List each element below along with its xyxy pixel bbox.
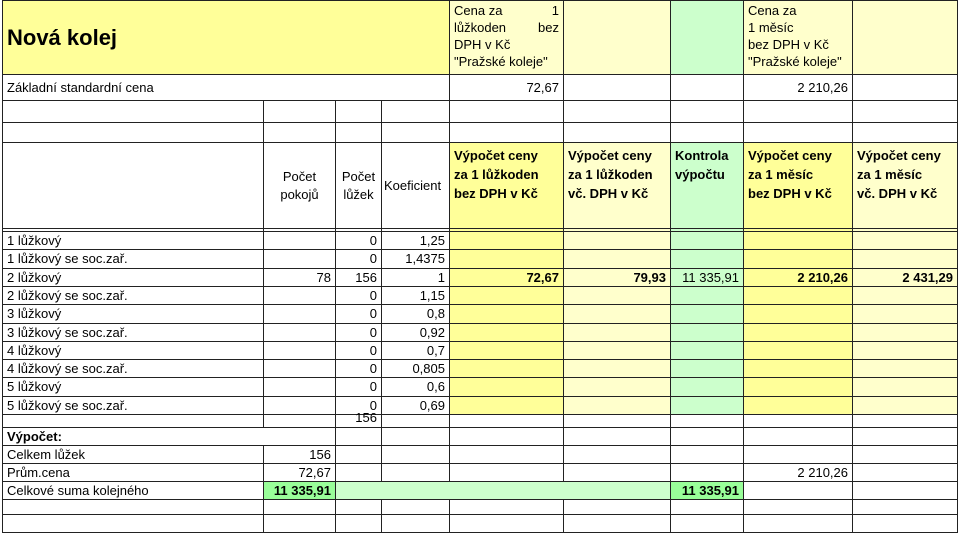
header-rooms[interactable] <box>264 143 336 229</box>
row-type[interactable]: 5 lůžkový <box>2 378 264 397</box>
row-price-month-nodph[interactable] <box>744 342 853 360</box>
empty-cell[interactable] <box>853 101 958 123</box>
empty-cell[interactable] <box>744 500 853 515</box>
row-coef[interactable]: 1,25 <box>382 232 450 250</box>
empty-cell[interactable] <box>671 515 744 533</box>
empty-cell[interactable] <box>336 464 382 482</box>
header-rooms-line: Počet <box>282 168 317 184</box>
empty-cell[interactable] <box>264 101 336 123</box>
row-beds[interactable]: 0 <box>336 250 382 269</box>
header-calc-bed-nodph-line: bez DPH v Kč <box>454 186 538 201</box>
row-price-bed-nodph[interactable] <box>450 250 564 269</box>
row-price-month-dph[interactable]: 2 431,29 <box>853 269 958 287</box>
row-beds[interactable]: 0 <box>336 287 382 305</box>
total-cell[interactable] <box>744 409 853 428</box>
row-type[interactable]: 1 lůžkový se soc.zař. <box>2 250 264 269</box>
header-calc-bed-dph-line: za 1 lůžkoden <box>568 167 653 182</box>
row-type[interactable]: 4 lůžkový <box>2 342 264 360</box>
row-type[interactable]: 3 lůžkový se soc.zař. <box>2 324 264 342</box>
row-check[interactable] <box>671 305 744 324</box>
row-rooms[interactable] <box>264 342 336 360</box>
header-month-price-line: Cena za <box>748 3 797 18</box>
header-calc-bed-nodph[interactable] <box>450 143 564 229</box>
row-price-bed-nodph[interactable] <box>450 342 564 360</box>
row-rooms[interactable] <box>264 378 336 397</box>
row-price-month-nodph[interactable] <box>744 287 853 305</box>
empty-cell[interactable] <box>336 515 382 533</box>
empty-cell[interactable] <box>744 123 853 143</box>
empty-cell[interactable] <box>564 428 671 446</box>
header-type[interactable] <box>2 143 264 229</box>
sheet-title: Nová kolej <box>7 24 118 50</box>
beds-total[interactable]: 156 <box>336 409 382 428</box>
row-rooms[interactable] <box>264 232 336 250</box>
empty-cell[interactable] <box>671 446 744 464</box>
base-price-label[interactable]: Základní standardní cena <box>2 75 450 101</box>
cell[interactable] <box>564 75 671 101</box>
empty-cell[interactable] <box>744 101 853 123</box>
header-calc-month-nodph-line: za 1 měsíc <box>748 167 814 182</box>
row-price-month-nodph[interactable] <box>744 378 853 397</box>
total-cell[interactable] <box>853 409 958 428</box>
total-beds-value[interactable]: 156 <box>264 446 336 464</box>
empty-cell[interactable] <box>744 428 853 446</box>
row-type[interactable]: 2 lůžkový <box>2 269 264 287</box>
row-type[interactable]: 4 lůžkový se soc.zař. <box>2 360 264 378</box>
header-empty[interactable] <box>564 0 671 75</box>
empty-cell[interactable] <box>853 446 958 464</box>
header-calc-month-dph-line: Výpočet ceny <box>857 148 941 163</box>
header-bed-price-text: 1 <box>551 3 559 18</box>
row-check[interactable] <box>671 324 744 342</box>
header-bed-price-text: DPH v Kč <box>454 37 511 52</box>
row-coef[interactable]: 1 <box>382 269 450 287</box>
empty-cell[interactable] <box>450 500 564 515</box>
empty-cell[interactable] <box>382 428 450 446</box>
empty-cell[interactable] <box>564 500 671 515</box>
empty-cell[interactable] <box>853 123 958 143</box>
total-cell[interactable] <box>564 409 671 428</box>
row-price-month-dph[interactable] <box>853 287 958 305</box>
empty-cell[interactable] <box>564 101 671 123</box>
empty-cell[interactable] <box>2 515 264 533</box>
header-bed-price-text: lůžkoden <box>454 20 507 35</box>
row-type[interactable]: 5 lůžkový se soc.zař. <box>2 397 264 415</box>
empty-cell[interactable] <box>853 500 958 515</box>
empty-cell[interactable] <box>671 428 744 446</box>
header-check-line: Kontrola <box>675 148 729 163</box>
row-price-month-dph[interactable] <box>853 305 958 324</box>
row-price-month-nodph[interactable] <box>744 324 853 342</box>
row-rooms[interactable]: 78 <box>264 269 336 287</box>
row-beds[interactable]: 0 <box>336 232 382 250</box>
header-bed-price-text: bez <box>538 20 559 35</box>
row-check[interactable] <box>671 378 744 397</box>
row-beds[interactable]: 0 <box>336 305 382 324</box>
row-beds[interactable]: 156 <box>336 269 382 287</box>
row-coef[interactable]: 0,805 <box>382 360 450 378</box>
row-coef[interactable]: 0,6 <box>382 378 450 397</box>
row-check[interactable]: 11 335,91 <box>671 269 744 287</box>
empty-cell[interactable] <box>264 428 336 446</box>
header-month-price-line: bez DPH v Kč <box>748 37 829 52</box>
row-check[interactable] <box>671 250 744 269</box>
empty-cell[interactable] <box>744 515 853 533</box>
header-month-price[interactable] <box>744 0 853 75</box>
row-beds[interactable]: 0 <box>336 378 382 397</box>
empty-cell[interactable] <box>853 428 958 446</box>
empty-cell[interactable] <box>382 515 450 533</box>
total-beds-label[interactable]: Celkem lůžek <box>2 446 264 464</box>
empty-cell[interactable] <box>382 101 450 123</box>
row-price-bed-dph[interactable] <box>564 360 671 378</box>
row-price-month-nodph[interactable]: 2 210,26 <box>744 269 853 287</box>
empty-cell[interactable] <box>450 464 564 482</box>
summary-heading[interactable]: Výpočet: <box>2 428 264 446</box>
empty-cell[interactable] <box>450 428 564 446</box>
empty-cell[interactable] <box>671 500 744 515</box>
row-price-bed-dph[interactable] <box>564 287 671 305</box>
row-price-bed-dph[interactable] <box>564 342 671 360</box>
header-month-price-line: 1 měsíc <box>748 20 794 35</box>
total-cell[interactable] <box>264 409 336 428</box>
total-sum-check[interactable]: 11 335,91 <box>671 482 744 500</box>
row-price-bed-nodph[interactable] <box>450 378 564 397</box>
header-calc-month-nodph-line: bez DPH v Kč <box>748 186 832 201</box>
empty-cell[interactable] <box>450 515 564 533</box>
header-month-price-line: "Pražské koleje" <box>748 54 842 69</box>
row-price-month-dph[interactable] <box>853 360 958 378</box>
row-price-month-nodph[interactable] <box>744 250 853 269</box>
avg-price-label[interactable]: Prům.cena <box>2 464 264 482</box>
cell[interactable] <box>671 75 744 101</box>
row-price-bed-dph[interactable] <box>564 305 671 324</box>
header-rooms-line: pokojů <box>280 186 319 202</box>
avg-month-value[interactable]: 2 210,26 <box>744 464 853 482</box>
row-check[interactable] <box>671 287 744 305</box>
header-calc-bed-nodph-line: Výpočet ceny <box>454 148 538 163</box>
row-type[interactable]: 1 lůžkový <box>2 232 264 250</box>
empty-cell[interactable] <box>450 123 564 143</box>
empty-cell[interactable] <box>382 464 450 482</box>
row-beds[interactable]: 0 <box>336 324 382 342</box>
row-beds[interactable]: 0 <box>336 360 382 378</box>
header-calc-month-nodph[interactable] <box>744 143 853 229</box>
row-coef[interactable]: 0,92 <box>382 324 450 342</box>
row-price-month-dph[interactable] <box>853 324 958 342</box>
empty-cell[interactable] <box>853 515 958 533</box>
row-coef[interactable]: 0,8 <box>382 305 450 324</box>
header-beds-line: lůžek <box>343 186 374 202</box>
row-price-month-dph[interactable] <box>853 342 958 360</box>
header-calc-month-dph-line: vč. DPH v Kč <box>857 186 938 201</box>
empty-cell[interactable] <box>382 123 450 143</box>
empty-cell[interactable] <box>450 446 564 464</box>
row-coef[interactable]: 1,4375 <box>382 250 450 269</box>
empty-cell[interactable] <box>336 500 382 515</box>
header-beds-line: Počet <box>341 168 376 184</box>
empty-cell[interactable] <box>382 446 450 464</box>
header-bed-price-text: "Pražské koleje" <box>454 54 548 69</box>
avg-price-value[interactable]: 72,67 <box>264 464 336 482</box>
row-price-bed-dph[interactable] <box>564 324 671 342</box>
empty-cell[interactable] <box>336 428 382 446</box>
header-beds[interactable] <box>336 143 382 229</box>
row-coef[interactable]: 0,7 <box>382 342 450 360</box>
empty-cell[interactable] <box>264 515 336 533</box>
row-price-bed-dph[interactable] <box>564 250 671 269</box>
row-price-month-dph[interactable] <box>853 250 958 269</box>
header-calc-bed-nodph-line: za 1 lůžkoden <box>454 167 539 182</box>
row-price-bed-dph[interactable] <box>564 232 671 250</box>
header-bed-price-text: Cena za <box>454 3 503 18</box>
header-check-line: výpočtu <box>675 167 725 182</box>
row-price-month-nodph[interactable] <box>744 305 853 324</box>
row-coef[interactable]: 0,69 <box>382 397 450 415</box>
header-check[interactable] <box>671 143 744 229</box>
empty-cell[interactable] <box>671 464 744 482</box>
row-rooms[interactable] <box>264 287 336 305</box>
empty-cell[interactable] <box>671 123 744 143</box>
empty-cell[interactable] <box>264 123 336 143</box>
total-cell[interactable] <box>2 409 264 428</box>
empty-cell[interactable] <box>564 464 671 482</box>
header-bed-price[interactable] <box>450 0 564 75</box>
row-check[interactable] <box>671 360 744 378</box>
row-price-bed-dph[interactable]: 79,93 <box>564 269 671 287</box>
row-price-bed-nodph[interactable] <box>450 305 564 324</box>
header-calc-bed-dph-line: vč. DPH v Kč <box>568 186 649 201</box>
total-sum-label[interactable]: Celkové suma kolejného <box>2 482 264 500</box>
empty-cell[interactable] <box>564 515 671 533</box>
row-price-bed-nodph[interactable] <box>450 360 564 378</box>
row-rooms[interactable] <box>264 305 336 324</box>
row-price-month-dph[interactable] <box>853 378 958 397</box>
empty-cell[interactable] <box>744 446 853 464</box>
header-coef[interactable]: Koeficient <box>382 143 450 229</box>
row-rooms[interactable] <box>264 324 336 342</box>
header-calc-bed-dph-line: Výpočet ceny <box>568 148 652 163</box>
base-price-month[interactable]: 2 210,26 <box>744 75 853 101</box>
total-sum-band[interactable] <box>336 482 671 500</box>
empty-cell[interactable] <box>336 446 382 464</box>
header-empty[interactable] <box>853 0 958 75</box>
total-cell[interactable] <box>382 409 450 428</box>
empty-cell[interactable] <box>2 101 264 123</box>
row-rooms[interactable] <box>264 250 336 269</box>
row-price-bed-nodph[interactable] <box>450 287 564 305</box>
empty-cell[interactable] <box>450 101 564 123</box>
row-beds[interactable]: 0 <box>336 342 382 360</box>
empty-cell[interactable] <box>853 482 958 500</box>
header-calc-month-dph[interactable] <box>853 143 958 229</box>
row-rooms[interactable] <box>264 360 336 378</box>
empty-cell[interactable] <box>264 500 336 515</box>
row-price-month-nodph[interactable] <box>744 232 853 250</box>
total-cell[interactable] <box>450 409 564 428</box>
header-calc-month-dph-line: za 1 měsíc <box>857 167 923 182</box>
row-price-bed-nodph[interactable]: 72,67 <box>450 269 564 287</box>
row-coef[interactable]: 1,15 <box>382 287 450 305</box>
empty-cell[interactable] <box>564 446 671 464</box>
empty-cell[interactable] <box>2 123 264 143</box>
title-cell[interactable] <box>2 0 450 75</box>
row-type[interactable]: 3 lůžkový <box>2 305 264 324</box>
row-type[interactable]: 2 lůžkový se soc.zař. <box>2 287 264 305</box>
empty-cell[interactable] <box>671 101 744 123</box>
header-empty[interactable] <box>671 0 744 75</box>
empty-cell[interactable] <box>564 123 671 143</box>
empty-cell[interactable] <box>336 123 382 143</box>
empty-cell[interactable] <box>853 464 958 482</box>
total-sum-value[interactable]: 11 335,91 <box>264 482 336 500</box>
row-price-month-nodph[interactable] <box>744 360 853 378</box>
row-check[interactable] <box>671 342 744 360</box>
row-price-bed-dph[interactable] <box>564 378 671 397</box>
empty-cell[interactable] <box>382 500 450 515</box>
row-price-bed-nodph[interactable] <box>450 324 564 342</box>
row-check[interactable] <box>671 232 744 250</box>
total-cell[interactable] <box>671 409 744 428</box>
row-price-bed-nodph[interactable] <box>450 232 564 250</box>
base-price-bed[interactable]: 72,67 <box>450 75 564 101</box>
header-calc-month-nodph-line: Výpočet ceny <box>748 148 832 163</box>
empty-cell[interactable] <box>744 482 853 500</box>
row-beds[interactable]: 0 <box>336 397 382 415</box>
header-calc-bed-dph[interactable] <box>564 143 671 229</box>
empty-cell[interactable] <box>2 500 264 515</box>
cell[interactable] <box>853 75 958 101</box>
empty-cell[interactable] <box>336 101 382 123</box>
row-price-month-dph[interactable] <box>853 232 958 250</box>
